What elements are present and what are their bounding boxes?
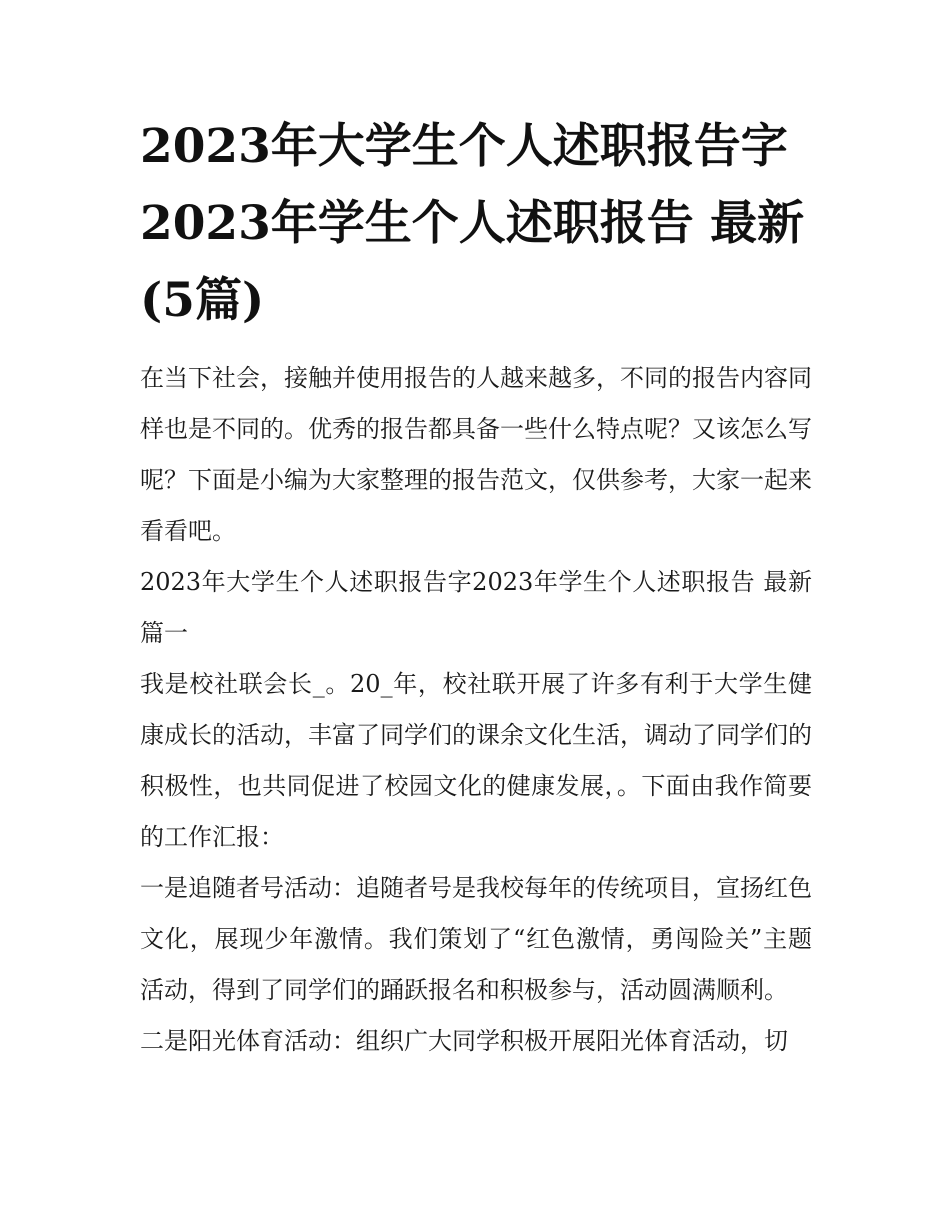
body-paragraph: 二是阳光体育活动：组织广大同学积极开展阳光体育活动，切	[140, 1027, 788, 1055]
body-paragraph: 我是校社联会长_。20_年，校社联开展了许多有利于大学生健康成长的活动，丰富了同学们的课余文化生活，调动了同学们的积极性，也共同促进了校园文化的健康发展，。下面由我作简要的工作汇报：	[140, 670, 812, 851]
section-heading: 2023年大学生个人述职报告字2023年学生个人述职报告 最新篇一	[140, 568, 812, 647]
intro-paragraph: 在当下社会，接触并使用报告的人越来越多，不同的报告内容同样也是不同的。优秀的报告都具备一些什么特点呢？又该怎么写呢？下面是小编为大家整理的报告范文，仅供参考，大家一起来看看吧。	[140, 364, 812, 545]
document-title: 2023年大学生个人述职报告字2023年学生个人述职报告 最新(5篇)	[140, 119, 805, 328]
document-page	[140, 108, 812, 1067]
body-paragraph: 一是追随者号活动：追随者号是我校每年的传统项目，宣扬红色文化，展现少年激情。我们策划了“红色激情，勇闯险关”主题活动，得到了同学们的踊跃报名和积极参与，活动圆满顺利。	[140, 874, 812, 1004]
